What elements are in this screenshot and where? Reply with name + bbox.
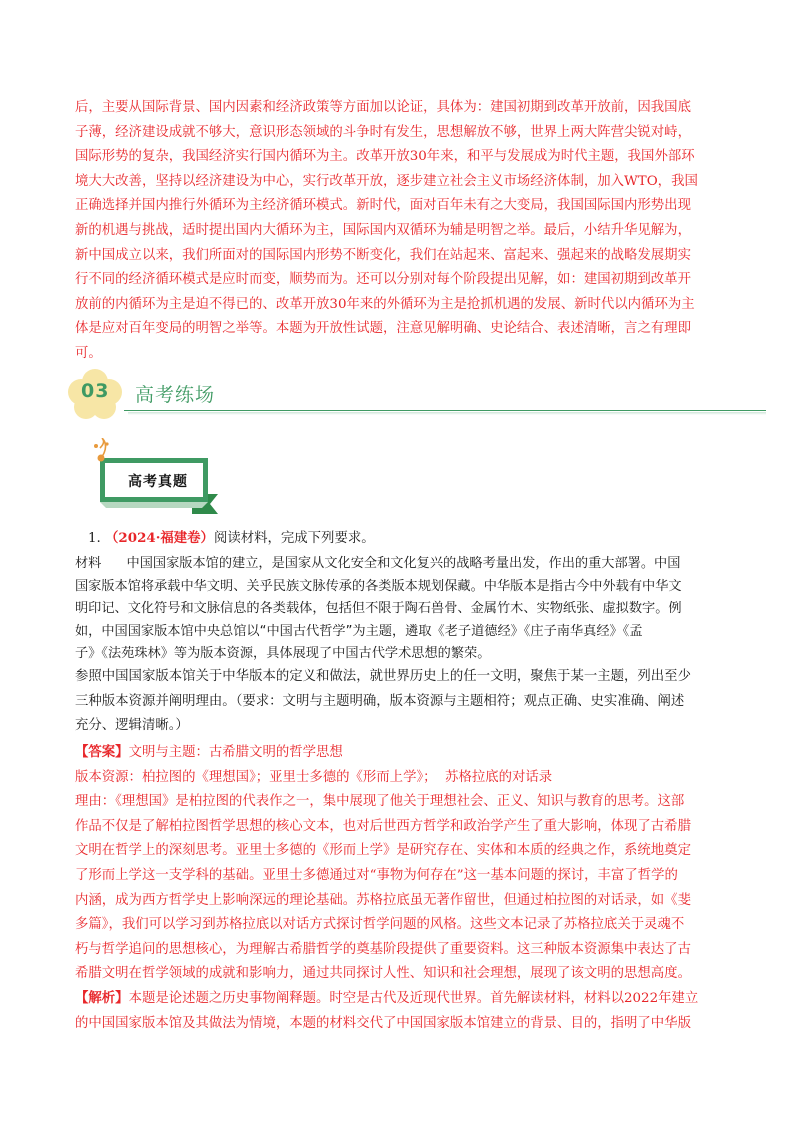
analysis-lines bbox=[75, 1012, 727, 1037]
intro-line: 行不同的经济循环模式是应时而变，顺势而为。还可以分别对每个阶段提出见解，如：建国初期到改革开 bbox=[75, 272, 691, 288]
intro-line: 新中国成立以来，我们所面对的国际国内形势不断变化，我们在站起来、富起来、强起来的战略发展期实 bbox=[75, 247, 691, 263]
intro-line: 放前的内循环为主是迫不得已的、改革开放30年来的外循环为主是抢抓机遇的发展、新时代以内循环为主 bbox=[75, 296, 695, 312]
answer-line: 作品不仅是了解柏拉图哲学思想的核心文本，也对后世西方哲学和政治学产生了重大影响，体现了古希腊 bbox=[75, 818, 691, 834]
answer-line: 版本资源：柏拉图的《理想国》；亚里士多德的《形而上学》； 苏格拉底的对话录 bbox=[75, 769, 553, 785]
answer-line: 内涵，成为西方哲学史上影响深远的理论基础。苏格拉底虽无著作留世，但通过柏拉图的对话录，如《斐 bbox=[75, 892, 691, 908]
question-number: 1. bbox=[88, 531, 101, 546]
material-line: 材料 中国国家版本馆的建立，是国家从文化安全和文化复兴的战略考量出发，作出的重大部署。中国 bbox=[75, 556, 681, 571]
answer-line: 希腊文明在哲学领域的成就和影响力，通过共同探讨人性、知识和社会理想，展现了该文明的思想高度。 bbox=[75, 966, 691, 982]
intro-line: 体是应对百年变局的明智之举等。本题为开放性试题，注意见解明确、史论结合、表述清晰，言之有理即 bbox=[75, 321, 691, 337]
intro-line: 子薄，经济建设成就不够大，意识形态领域的斗争时有发生，思想解放不够，世界上两大阵营尖锐对峙， bbox=[75, 124, 691, 140]
task-paragraph bbox=[75, 665, 727, 739]
task-line: 三种版本资源并阐明理由。（要求：文明与主题明确，版本资源与主题相符；观点正确、史实准确、阐述 bbox=[75, 693, 685, 709]
question-stem bbox=[88, 528, 375, 549]
intro-line: 境大大改善，坚持以经济建设为中心，实行改革开放，逐步建立社会主义市场经济体制，加入WTO，我国 bbox=[75, 173, 698, 189]
analysis-first-text: 本题是论述题之历史事物阐释题。时空是古代及近现代世界。首先解读材料，材料以2022年建立 bbox=[128, 991, 699, 1006]
analysis-tag: 【解析】 bbox=[75, 990, 129, 1006]
material-line: 明印记、文化符号和文脉信息的各类载体，包括但不限于陶石兽骨、金属竹木、实物纸张、虚拟数字。例 bbox=[75, 601, 682, 616]
exam-label-box bbox=[92, 438, 222, 518]
answer-line: 多篇》，我们可以学习到苏格拉底以对话方式探讨哲学问题的风格。这些文本记录了苏格拉底关于灵魂不 bbox=[75, 917, 685, 933]
task-line: 参照中国国家版本馆关于中华版本的定义和做法，就世界历史上的任一文明，聚焦于某一主题，列出至少 bbox=[75, 669, 691, 684]
answer-line: 了形而上学这一支学科的基础。亚里士多德通过对“事物为何存在”这一基本问题的探讨，丰富了哲学的 bbox=[75, 867, 678, 883]
analysis-block bbox=[75, 986, 727, 1036]
answer-lines bbox=[75, 766, 727, 987]
intro-line: 新的机遇与挑战，适时提出国内大循环为主，国际国内双循环为辅是明智之举。最后，小结升华见解为， bbox=[75, 222, 691, 238]
section-divider-shadow bbox=[128, 412, 766, 415]
answer-block bbox=[75, 740, 727, 987]
intro-paragraph bbox=[75, 96, 727, 367]
section-title: 高考练场 bbox=[135, 384, 216, 406]
material-paragraph bbox=[75, 553, 727, 666]
section-divider bbox=[124, 410, 766, 411]
intro-line: 可。 bbox=[75, 345, 102, 361]
section-number: 03 bbox=[81, 380, 110, 402]
question-prompt: 阅读材料，完成下列要求。 bbox=[213, 531, 375, 546]
material-line: 国家版本馆将承载中华文明、关乎民族文脉传承的各类版本规划保藏。中华版本是指古今中外载有中华文 bbox=[75, 578, 682, 594]
analysis-first-line bbox=[75, 986, 727, 1012]
answer-line: 文明在哲学上的深刻思考。亚里士多德的《形而上学》是研究存在、实体和本质的经典之作，系统地奠定 bbox=[75, 843, 691, 859]
material-line: 如，中国国家版本馆中央总馆以“中国古代哲学”为主题，遴取《老子道德经》《庄子南华真经》《孟 bbox=[75, 623, 643, 639]
answer-first-text: 文明与主题：古希腊文明的哲学思想 bbox=[128, 745, 343, 760]
answer-line: 理由：《理想国》是柏拉图的代表作之一，集中展现了他关于理想社会、正义、知识与教育的思考。这部 bbox=[75, 794, 685, 810]
intro-line: 后，主要从国际背景、国内因素和经济政策等方面加以论证，具体为：建国初期到改革开放前，因我国底 bbox=[75, 100, 691, 115]
question-source: （2024·福建卷） bbox=[105, 530, 214, 546]
answer-line: 朽与哲学追问的思想核心，为理解古希腊哲学的奠基阶段提供了重要资料。这三种版本资源集中表达了古 bbox=[75, 941, 691, 957]
task-line: 充分、逻辑清晰。） bbox=[75, 718, 189, 734]
analysis-line: 的中国国家版本馆及其做法为情境，本题的材料交代了中国国家版本馆建立的背景、目的，指明了中华版 bbox=[75, 1015, 691, 1031]
intro-line: 正确选择并国内推行外循环为主经济循环模式。新时代，面对百年未有之大变局，我国国际国内形势出现 bbox=[75, 198, 691, 214]
exam-label-text: 高考真题 bbox=[128, 474, 188, 490]
section-banner bbox=[62, 366, 722, 422]
answer-first-line bbox=[75, 740, 727, 766]
answer-tag: 【答案】 bbox=[75, 744, 129, 760]
intro-line: 国际形势的复杂，我国经济实行国内循环为主。改革开放30年来，和平与发展成为时代主题，我国外部环 bbox=[75, 149, 695, 165]
material-line: 子》《法苑珠林》等为版本资源，具体展现了中国古代学术思想的繁荣。 bbox=[75, 646, 491, 661]
